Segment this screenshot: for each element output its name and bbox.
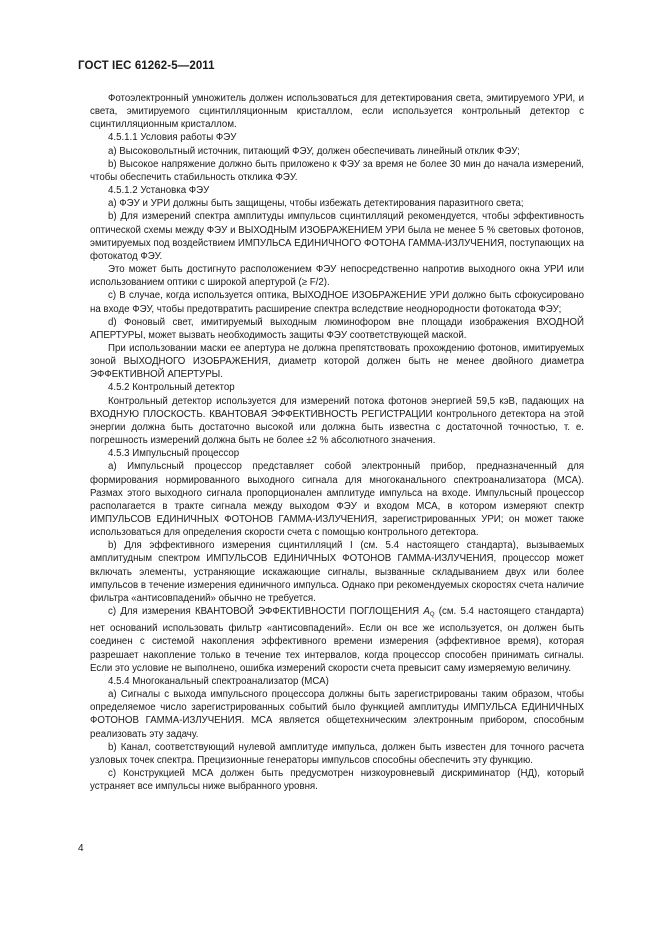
- list-item: b) Высокое напряжение должно быть приложено к ФЭУ за время не более 30 мин до начала измерений, чтобы обеспечить стабильность отклика ФЭУ.: [90, 158, 584, 183]
- page-number: 4: [78, 843, 84, 854]
- list-item: a) Высоковольтный источник, питающий ФЭУ, должен обеспечивать линейный отклик ФЭУ;: [108, 145, 520, 157]
- list-item: a) Импульсный процессор представляет собой электронный прибор, предназначенный для формирования нормированного выходного сигнала для многоканального спектроанализатора (МСА). Размах этого выходного сигнала пропорционален амплитуде импульса на входе. Импульсный процессор располагается в тракте сигнала между выходом ФЭУ и входом МСА, в котором измеряют спектр ИМПУЛЬСОВ ЕДИНИЧНЫХ ФОТОНОВ ГАММА-ИЗЛУЧЕНИЯ, зарегистрированных УРИ; он может также использоваться для определения скорости счета с помощью контрольного детектора.: [90, 461, 584, 539]
- section-heading: 4.5.1.2 Установка ФЭУ: [108, 185, 210, 197]
- section-heading: 4.5.4 Многоканальный спектроанализатор (МСА): [108, 675, 329, 687]
- list-item: c) Конструкцией МСА должен быть предусмотрен низкоуровневый дискриминатор (НД), который устраняет все импульсы ниже выбранного уровня.: [90, 767, 584, 793]
- paragraph: Это может быть достигнуто расположением ФЭУ непосредственно напротив выходного окна УРИ или использованием оптики с широкой апертурой (≥ F/2).: [90, 264, 584, 289]
- list-item: c) Для измерения КВАНТОВОЙ ЭФФЕКТИВНОСТИ ПОГЛОЩЕНИЯ $A_Q$ (см. 5.4 настоящего стандарта) нет оснований использовать фильтр «антисовпадений». Если он все же используется, он должен быть соединен с системой накопления эффективного времени измерения (эффективное время), которая разрешает накопление только в течение тех интервалов, когда процессор способен принимать сигналы. Если это условие не выполнено, ошибка измерений скорости счета превысит саму измеряемую величину.: [90, 606, 584, 674]
- list-item: d) Фоновый свет, имитируемый выходным люминофором вне площади изображения ВХОДНОЙ АПЕРТУРЫ, может вызвать необходимость защиты ФЭУ соответствующей маской.: [90, 316, 584, 341]
- paragraph: При использовании маски ее апертура не должна препятствовать прохождению фотонов, имитируемых зоной ВЫХОДНОГО ИЗОБРАЖЕНИЯ, диаметр которой должен быть не менее двойного диаметра ЭФФЕКТИВНОЙ АПЕРТУРЫ.: [90, 342, 584, 381]
- section-heading: 4.5.3 Импульсный процессор: [108, 448, 240, 460]
- section-heading: 4.5.1.1 Условия работы ФЭУ: [108, 132, 237, 144]
- document-header: ГОСТ IEC 61262-5—2011: [78, 60, 215, 72]
- list-item: a) Сигналы с выхода импульсного процессора должны быть зарегистрированы таким образом, чтобы определяемое число зарегистрированных событий было функцией амплитуды ИМПУЛЬСА ЕДИНИЧНЫХ ФОТОНОВ ГАММА-ИЗЛУЧЕНИЯ. МСА является общетехническим электронным прибором, способным реализовать эту задачу.: [90, 689, 584, 740]
- list-item: a) ФЭУ и УРИ должны быть защищены, чтобы избежать детектирования паразитного света;: [108, 198, 524, 210]
- list-item: c) В случае, когда используется оптика, ВЫХОДНОЕ ИЗОБРАЖЕНИЕ УРИ должно быть сфокусировано на входе ФЭУ, чтобы предотвратить расширение спектра вследствие неоднородности фотокатода ФЭУ;: [90, 290, 584, 315]
- section-heading: 4.5.2 Контрольный детектор: [108, 382, 235, 394]
- paragraph: Контрольный детектор используется для измерений потока фотонов энергией 59,5 кэВ, падающих на ВХОДНУЮ ПЛОСКОСТЬ. КВАНТОВАЯ ЭФФЕКТИВНОСТЬ РЕГИСТРАЦИИ контрольного детектора на этой энергии должна быть достаточно высокой или должна быть известна с достаточной точностью, т. е. погрешность измерений должна быть не более ±2 % абсолютного значения.: [90, 395, 584, 447]
- list-item: b) Для эффективного измерения сцинтилляций I (см. 5.4 настоящего стандарта), вызываемых амплитудным спектром ИМПУЛЬСОВ ЕДИНИЧНЫХ ФОТОНОВ ГАММА-ИЗЛУЧЕНИЯ, процессор может включать элементы, устраняющие искажающие сигналы, вызванные складыванием двух или более импульсов в течение измерения единичного импульса. Однако при рекомендуемых скоростях счета наличие фильтра «антисовпадений» обычно не требуется.: [90, 540, 584, 604]
- paragraph: Фотоэлектронный умножитель должен использоваться для детектирования света, эмитируемого УРИ, и света, эмитируемого сцинтилляционным кристаллом, если используется контрольный детектор с сцинтилляционным кристаллом.: [90, 93, 584, 131]
- list-item: b) Канал, соответствующий нулевой амплитуде импульса, должен быть известен для точного расчета узловых точек спектра. Прецизионные генераторы импульсов способны обеспечить эту функцию.: [90, 741, 584, 766]
- list-item: b) Для измерений спектра амплитуды импульсов сцинтилляций рекомендуется, чтобы эффективность оптической схемы между ФЭУ и ВЫХОДНЫМ ИЗОБРАЖЕНИЕМ УРИ была не менее 5 % световых фотонов, эмитируемых под воздействием ИМПУЛЬСА ЕДИНИЧНОГО ФОТОНА ГАММА-ИЗЛУЧЕНИЯ, поступающих на фотокатод ФЭУ.: [90, 211, 584, 262]
- document-body: [90, 92, 584, 793]
